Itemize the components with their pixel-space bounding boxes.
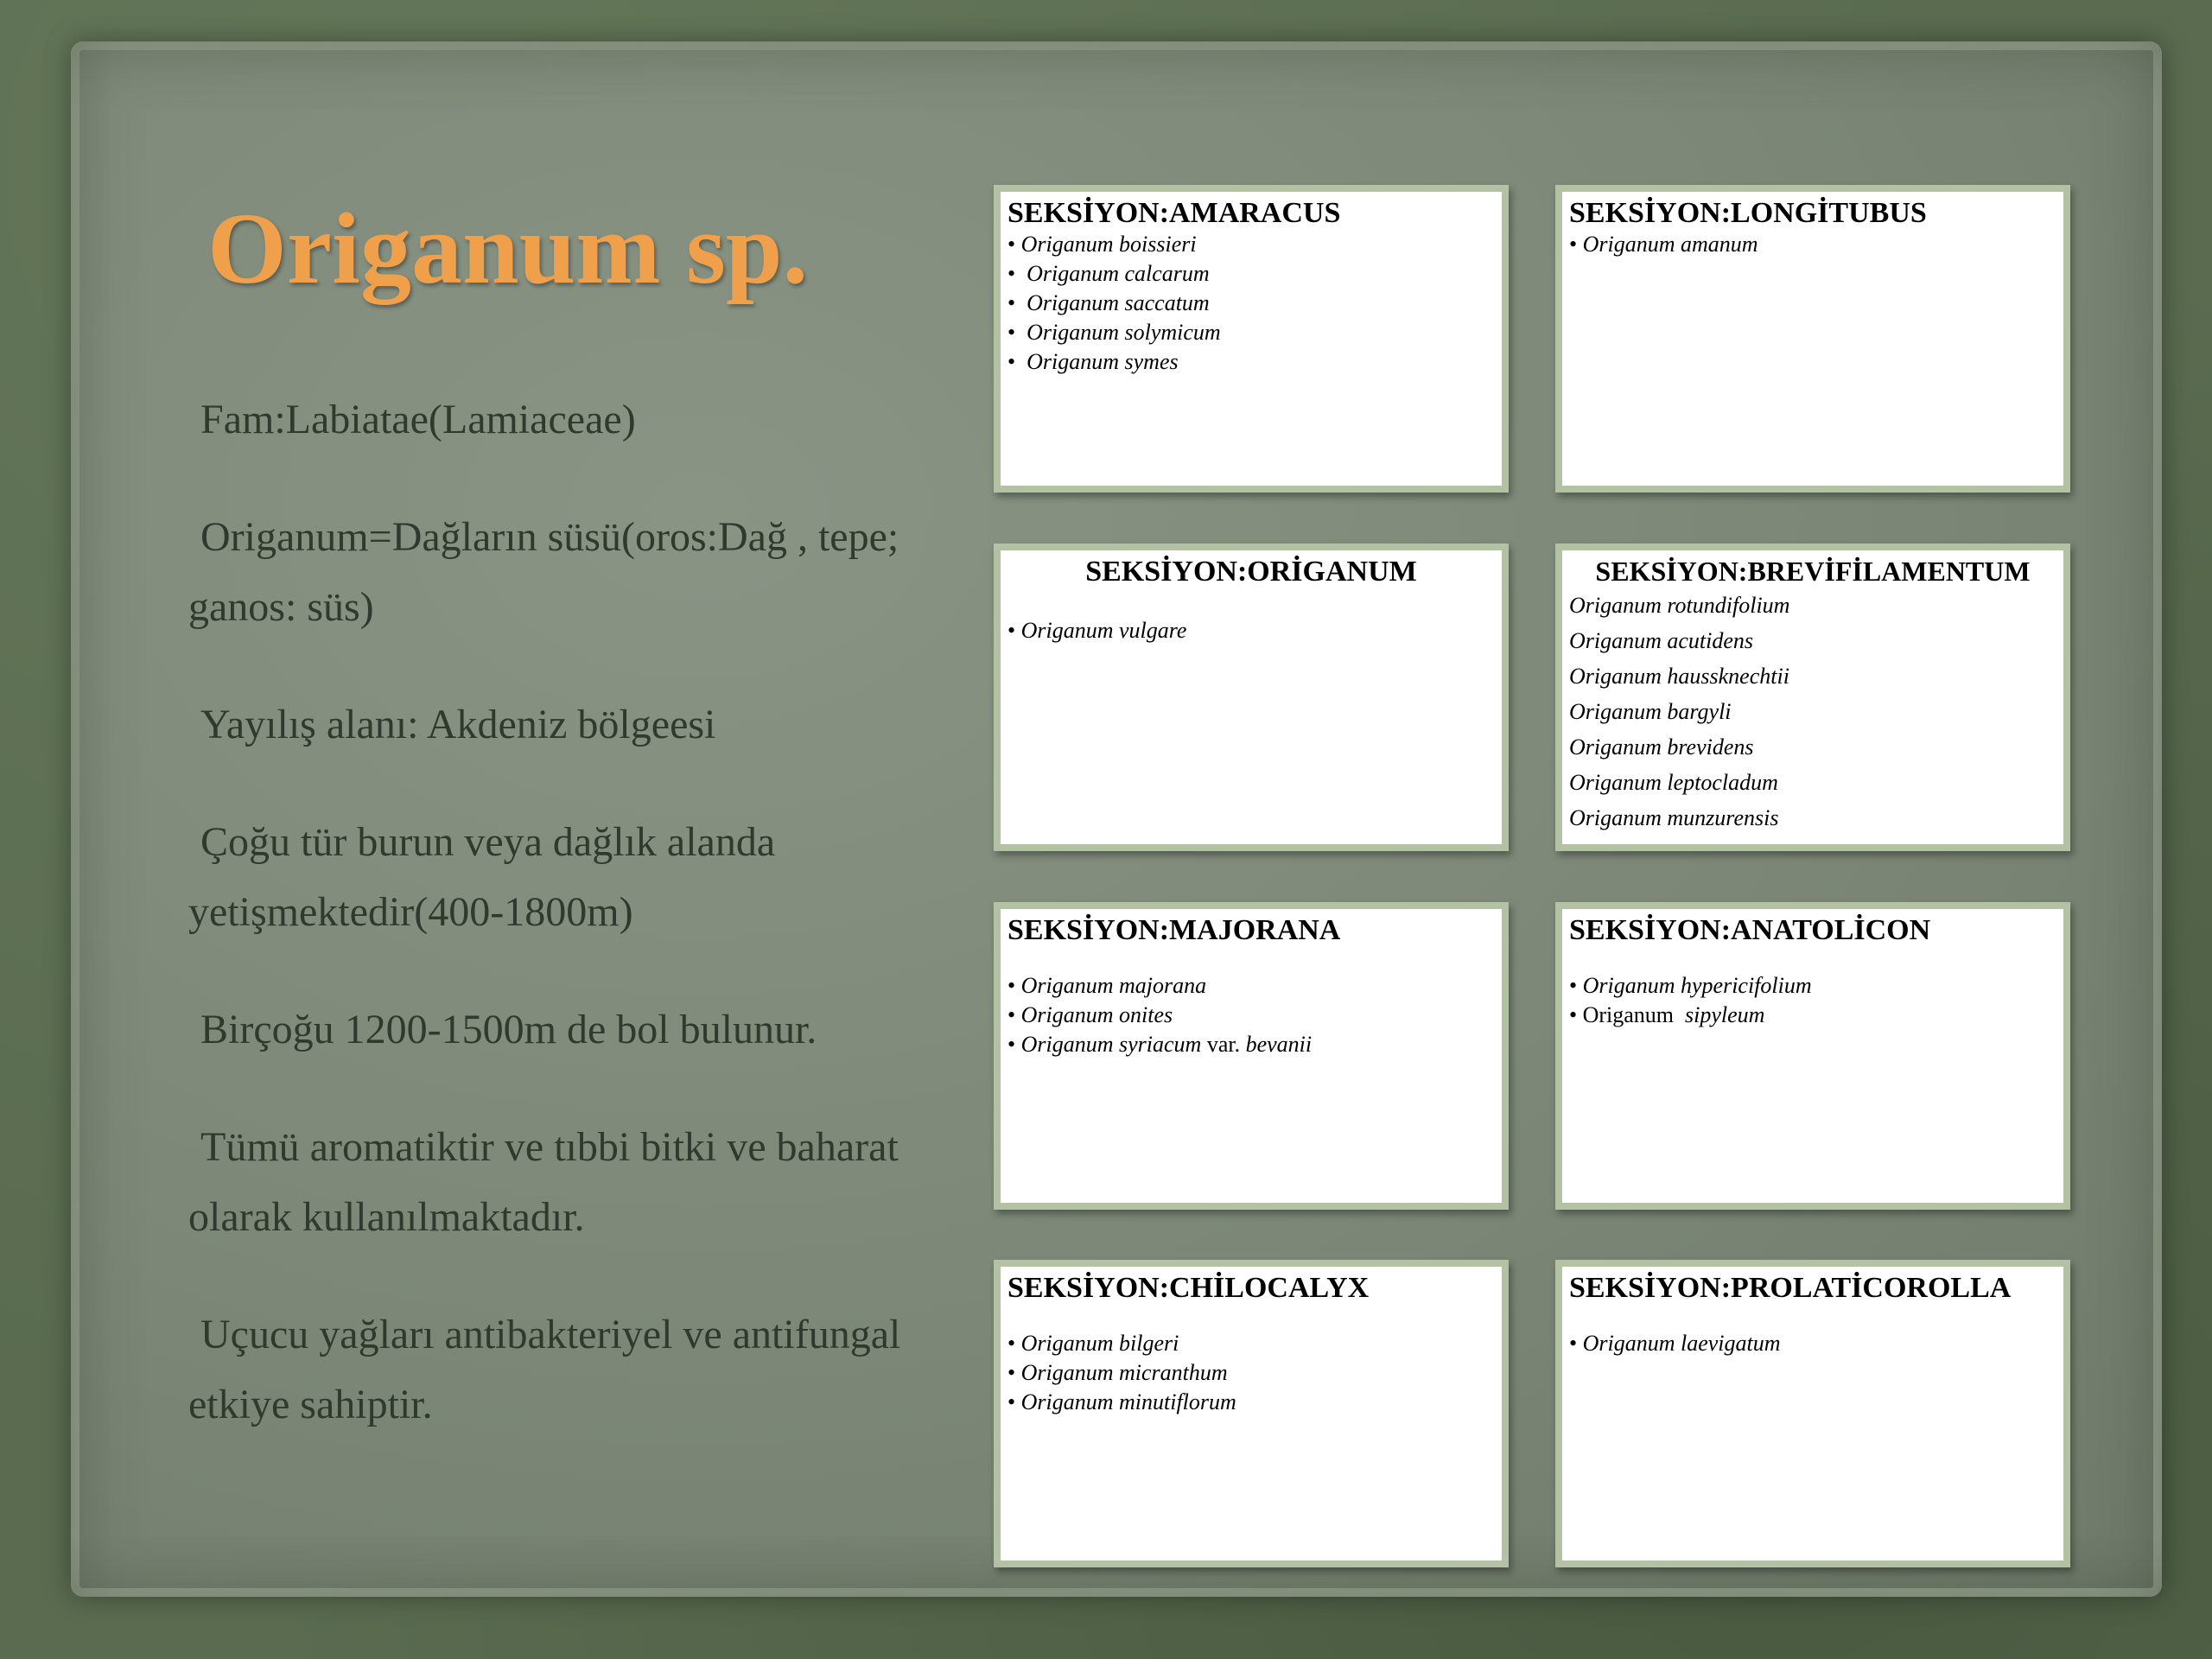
list-item: • Origanum bilgeri <box>1007 1331 1179 1356</box>
species-list <box>1001 971 1502 1059</box>
section-title: SEKSİYON:MAJORANA <box>1007 914 1341 946</box>
section-card-origanum <box>994 543 1509 851</box>
section-title: SEKSİYON:CHİLOCALYX <box>1007 1272 1370 1304</box>
list-item: • Origanum laevigatum <box>1569 1331 1781 1356</box>
section-card-anatolicon <box>1555 902 2070 1210</box>
section-title: SEKSİYON:AMARACUS <box>1007 197 1341 229</box>
section-card-longitubus <box>1555 185 2070 493</box>
list-item: • Origanum majorana <box>1007 973 1207 998</box>
bullet-item: Çoğu tür burun veya dağlık alanda yetişmektedir(400-1800m) <box>188 819 776 935</box>
species-list <box>1562 230 2063 259</box>
slide-title: Origanum sp. <box>207 192 809 305</box>
bullet-item: Fam:Labiatae(Lamiaceae) <box>200 397 636 442</box>
list-item: • Origanum sipyleum <box>1569 1002 1765 1027</box>
list-item: Origanum rotundifolium <box>1569 593 1790 618</box>
list-item: Origanum brevidens <box>1569 734 1754 760</box>
species-list <box>1001 616 1502 645</box>
list-item: • Origanum micranthum <box>1007 1360 1228 1385</box>
list-item: • Origanum amanum <box>1569 232 1758 257</box>
list-item: Origanum bargyli <box>1569 699 1732 724</box>
list-item: • Origanum calcarum <box>1007 261 1210 286</box>
list-item: • Origanum hypericifolium <box>1569 973 1812 998</box>
section-card-prolaticorolla <box>1555 1260 2070 1567</box>
species-list <box>1562 971 2063 1030</box>
section-card-chilocalyx <box>994 1260 1509 1567</box>
section-title: SEKSİYON:LONGİTUBUS <box>1569 197 1927 229</box>
species-list <box>1001 1329 1502 1417</box>
section-card-amaracus <box>994 185 1509 493</box>
list-item: • Origanum boissieri <box>1007 232 1197 257</box>
section-card-brevifilamentum <box>1555 543 2070 851</box>
list-item: Origanum acutidens <box>1569 628 1754 653</box>
bullet-item: Birçoğu 1200-1500m de bol bulunur. <box>200 1007 817 1052</box>
list-item: Origanum leptocladum <box>1569 770 1778 795</box>
section-title: SEKSİYON:PROLATİCOROLLA <box>1569 1272 2012 1304</box>
list-item: • Origanum saccatum <box>1007 290 1210 315</box>
list-item: • Origanum vulgare <box>1007 618 1187 643</box>
bullet-item: Origanum=Dağların süsü(oros:Dağ , tepe; ganos: süs) <box>188 514 899 630</box>
list-item: • Origanum onites <box>1007 1002 1173 1027</box>
list-item: • Origanum syriacum var. bevanii <box>1007 1032 1313 1057</box>
list-item: • Origanum minutiflorum <box>1007 1389 1236 1414</box>
section-title: SEKSİYON:ORİGANUM <box>1085 556 1417 588</box>
section-card-majorana <box>994 902 1509 1210</box>
list-item: Origanum munzurensis <box>1569 805 1779 830</box>
bullet-item: Tümü aromatiktir ve tıbbi bitki ve baharat olarak kullanılmaktadır. <box>188 1124 899 1240</box>
species-list <box>1001 230 1502 377</box>
species-list <box>1562 1329 2063 1358</box>
list-item: • Origanum symes <box>1007 349 1179 374</box>
bullet-item: Yayılış alanı: Akdeniz bölgeesi <box>200 702 716 747</box>
list-item: Origanum haussknechtii <box>1569 664 1789 689</box>
section-title: SEKSİYON:ANATOLİCON <box>1569 914 1931 946</box>
bullet-list <box>188 385 931 1487</box>
bullet-item: Uçucu yağları antibakteriyel ve antifungal etkiye sahiptir. <box>188 1312 901 1427</box>
section-title: SEKSİYON:BREVİFİLAMENTUM <box>1595 556 2031 587</box>
list-item: • Origanum solymicum <box>1007 320 1221 345</box>
species-list <box>1562 588 2063 836</box>
